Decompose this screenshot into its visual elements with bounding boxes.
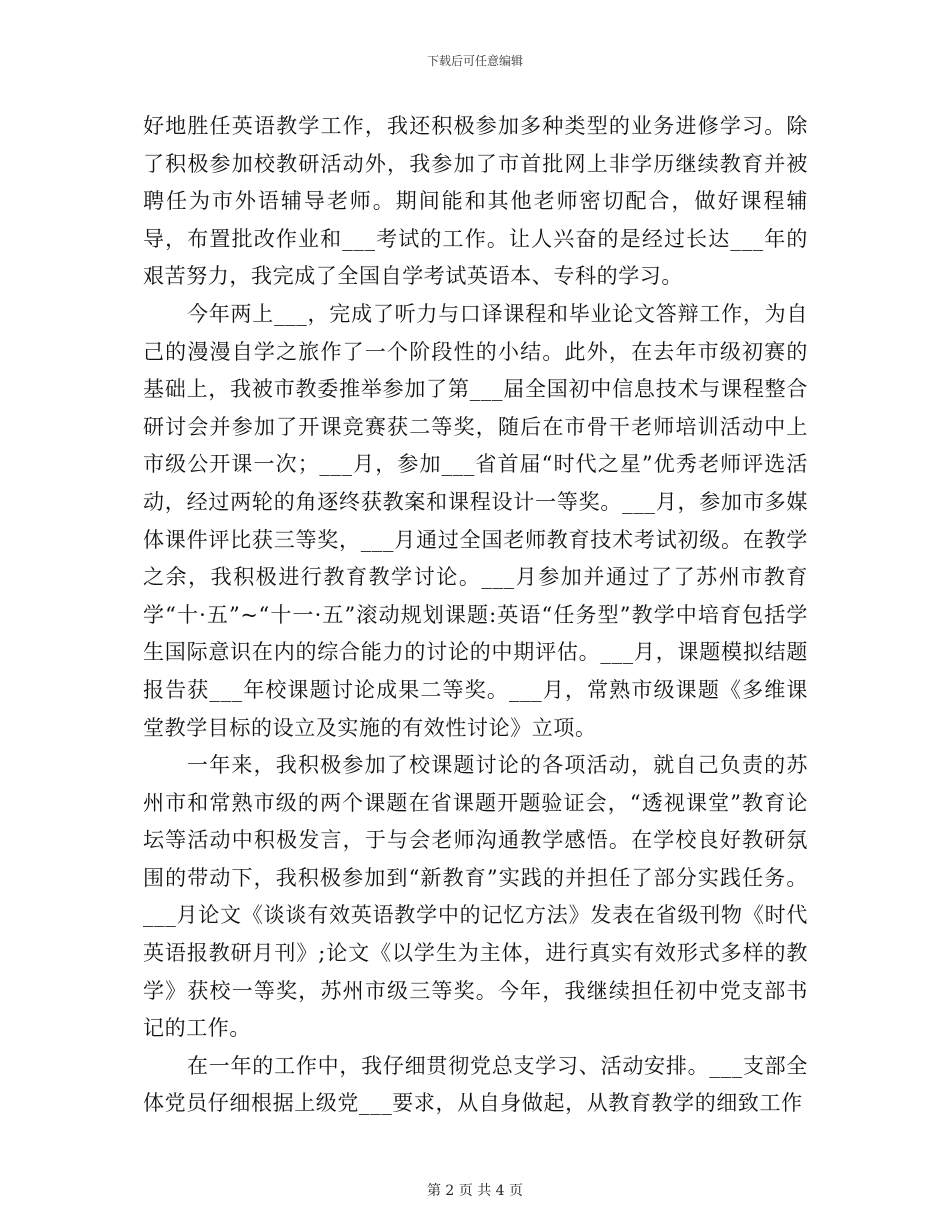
paragraph-continuation: 好地胜任英语教学工作，我还积极参加多种类型的业务进修学习。除了积极参加校教研活动外，我参加了市首批网上非学历继续教育并被聘任为市外语辅导老师。期间能和其他老师密切配合，做好课程辅导，布置批改作业和___考试的工作。让人兴奋的是经过长达___年的艰苦努力，我完成了全国自学考试英语本、专科的学习。 [143, 114, 808, 289]
document-body [143, 108, 808, 1123]
paragraph-self-study-and-awards: 今年两上___，完成了听力与口译课程和毕业论文答辩工作，为自己的漫漫自学之旅作了一个阶段性的小结。此外，在去年市级初赛的基础上，我被市教委推举参加了第___届全国初中信息技术与课程整合研讨会并参加了开课竞赛获二等奖，随后在市骨干老师培训活动中上市级公开课一次；___月，参加___省首届“时代之星”优秀老师评选活动，经过两轮的角逐终获教案和课程设计一等奖。___月，参加市多媒体课件评比获三等奖，___月通过全国老师教育技术考试初级。在教学之余，我积极进行教育教学讨论。___月参加并通过了了苏州市教育学“十·五”~“十一·五”滚动规划课题:英语“任务型”教学中培育包括学生国际意识在内的综合能力的讨论的中期评估。___月，课题模拟结题报告获___年校课题讨论成果二等奖。___月，常熟市级课题《多维课堂教学目标的设立及实施的有效性讨论》立项。 [143, 301, 808, 740]
paragraph-party-work: 在一年的工作中，我仔细贯彻党总支学习、活动安排。___支部全体党员仔细根据上级党___要求，从自身做起，从教育教学的细致工作 [143, 1053, 808, 1116]
page-footer: 第 2 页 共 4 页 [426, 1183, 524, 1199]
paragraph-research-activities: 一年来，我积极参加了校课题讨论的各项活动，就自己负责的苏州市和常熟市级的两个课题在省课题开题验证会，“透视课堂”教育论坛等活动中积极发言，于与会老师沟通教学感悟。在学校良好教研氛围的带动下，我积极参加到“新教育”实践的并担任了部分实践任务。___月论文《谈谈有效英语教学中的记忆方法》发表在省级刊物《时代英语报教研月刊》;论文《以学生为主体，进行真实有效形式多样的教学》获校一等奖，苏州市级三等奖。今年，我继续担任初中党支部书记的工作。 [143, 753, 808, 1041]
page-header: 下载后可任意编辑 [426, 54, 523, 68]
